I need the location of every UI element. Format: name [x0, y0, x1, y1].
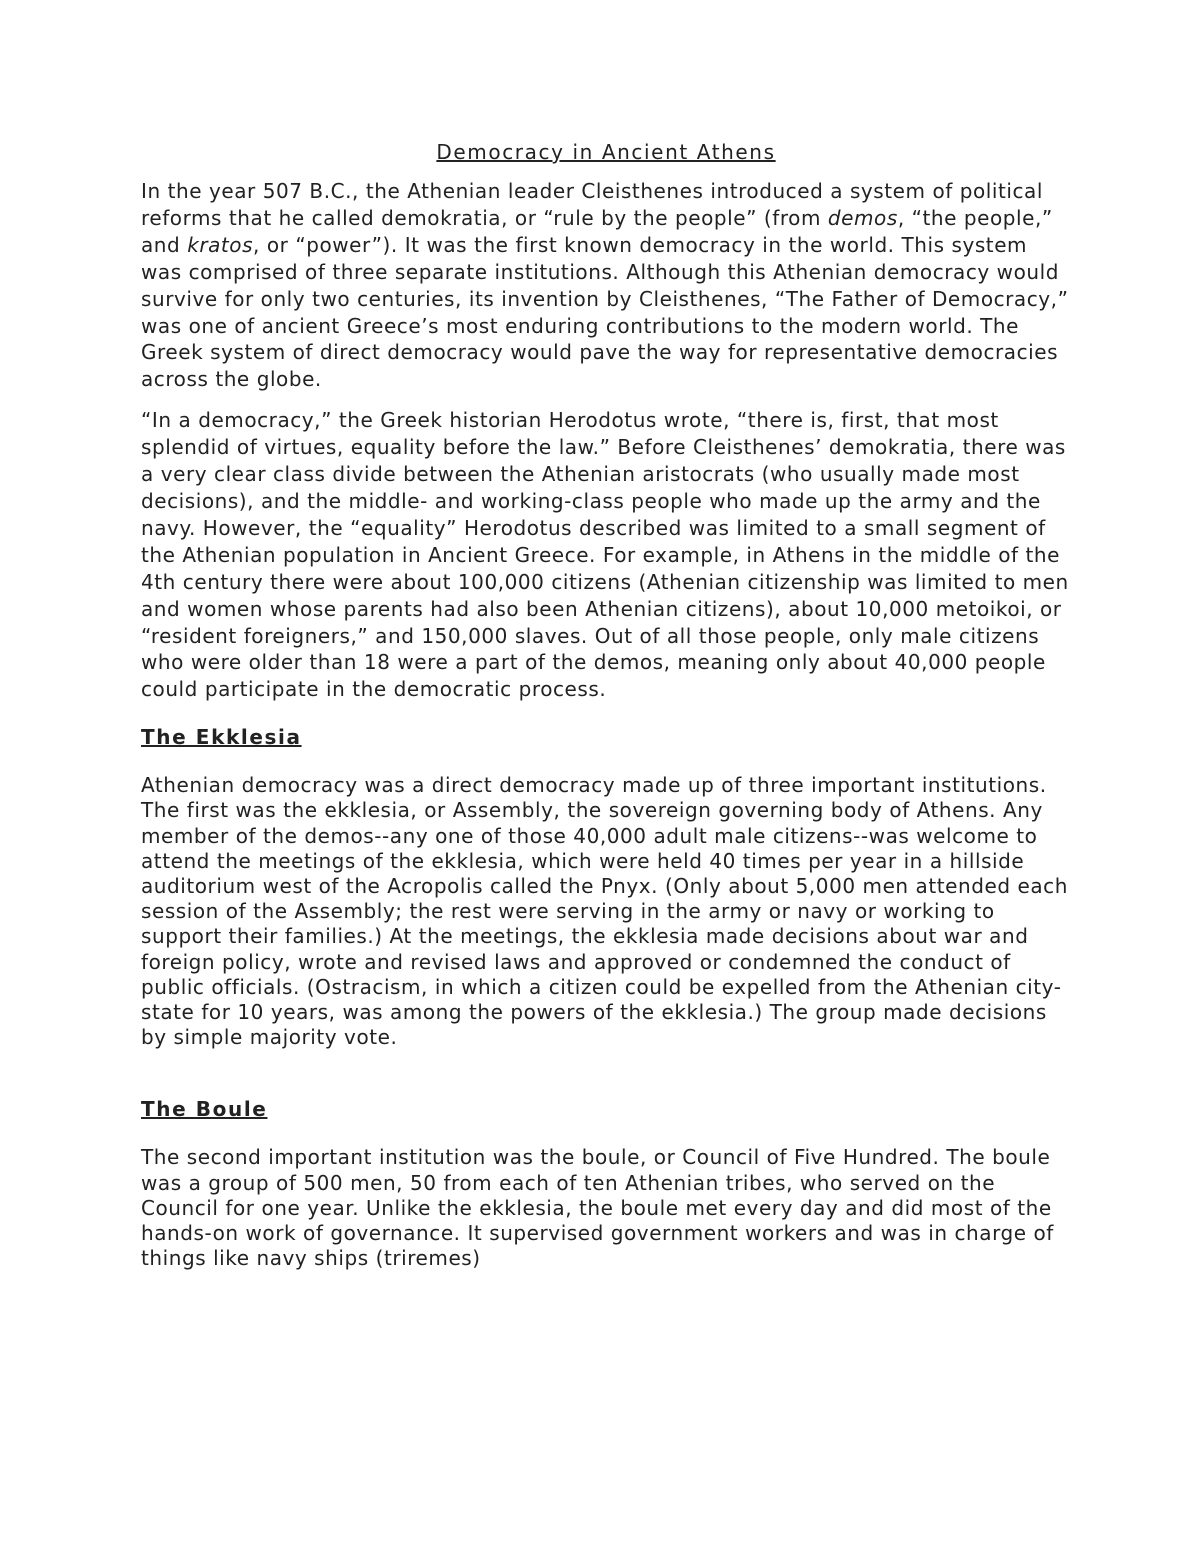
- intro-paragraph-1: [141, 178, 1071, 393]
- document-page: [141, 140, 1071, 1271]
- intro-p1-emphasis-kratos: kratos: [187, 232, 254, 257]
- ekklesia-paragraph: Athenian democracy was a direct democracy made up of three important institutions. The first was the ekklesia, or Assembly, the sovereign governing body of Athens. Any member of the demos--any one of those 40,000 adult male citizens--was welcome to attend the meetings of the ekklesia, which were held 40 times per year in a hillside auditorium west of the Acropolis called the Pnyx. (Only about 5,000 men attended each session of the Assembly; the rest were serving in the army or navy or working to support their families.) At the meetings, the ekklesia made decisions about war and foreign policy, wrote and revised laws and approved or condemned the conduct of public officials. (Ostracism, in which a citizen could be expelled from the Athenian city-state for 10 years, was among the powers of the ekklesia.) The group made decisions by simple majority vote.: [141, 773, 1068, 1050]
- document-title: Democracy in Ancient Athens: [436, 140, 776, 164]
- intro-p1-emphasis-demos: demos: [827, 205, 898, 230]
- boule-paragraph: The second important institution was the boule, or Council of Five Hundred. The boule was a group of 500 men, 50 from each of ten Athenian tribes, who served on the Council for one year. Unlike the ekklesia, the boule met every day and did most of the hands-on work of governance. It supervised government workers and was in charge of things like navy ships (triremes): [141, 1145, 1054, 1271]
- boule-heading: The Boule: [141, 1097, 268, 1122]
- ekklesia-heading: The Ekklesia: [141, 725, 302, 750]
- intro-p1-part-a: In the year 507 B.C., the Athenian leader Cleisthenes introduced a system of political reforms that he called demokratia, or “rule by the people” (from: [141, 179, 1043, 230]
- intro-p1-part-b: , “the people,” and: [141, 205, 1053, 257]
- intro-paragraph-2: “In a democracy,” the Greek historian Herodotus wrote, “there is, first, that most splendid of virtues, equality before the law.” Before Cleisthenes’ demokratia, there was a very clear class divide between the Athenian aristocrats (who usually made most decisions), and the middle- and working-class people who made up the army and the navy. However, the “equality” Herodotus described was limited to a small segment of the Athenian population in Ancient Greece. For example, in Athens in the middle of the 4th century there were about 100,000 citizens (Athenian citizenship was limited to men and women whose parents had also been Athenian citizens), about 10,000 metoikoi, or “resident foreigners,” and 150,000 slaves. Out of all those people, only male citizens who were older than 18 were a part of the demos, meaning only about 40,000 people could participate in the democratic process.: [141, 408, 1069, 702]
- intro-p1-part-c: , or “power”). It was the first known democracy in the world. This system was comprised of three separate institutions. Although this Athenian democracy would survive for only two centuries, its invention by Cleisthenes, “The Father of Democracy,” was one of ancient Greece’s most enduring contributions to the modern world. The Greek system of direct democracy would pave the way for representative democracies across the globe.: [141, 232, 1069, 392]
